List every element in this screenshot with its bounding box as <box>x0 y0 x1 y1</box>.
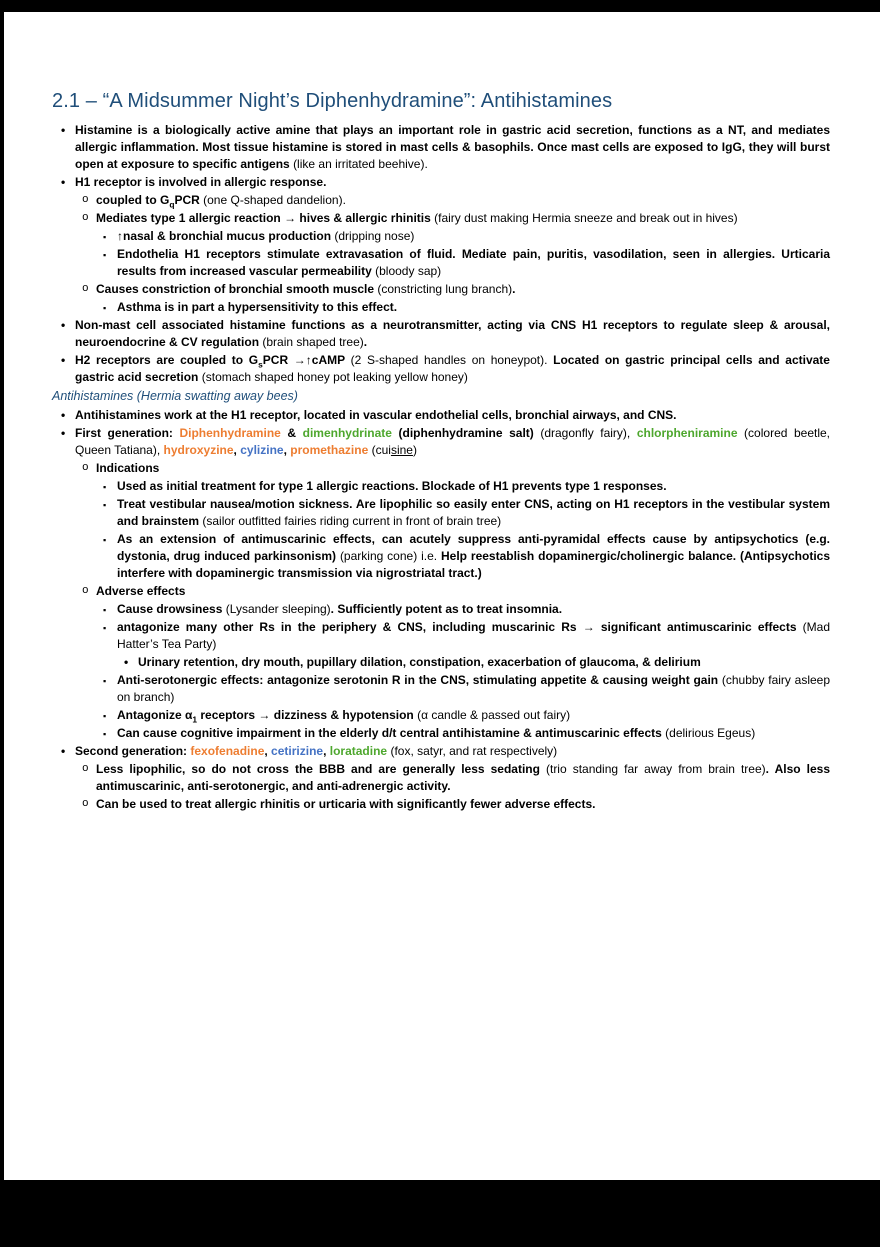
text-segment: q <box>169 199 175 210</box>
text-segment: (2 S-shaped handles on honeypot). <box>350 353 554 367</box>
bullet-marker-icon: ▪ <box>103 535 107 545</box>
text-segment: sine <box>390 443 413 457</box>
list-item-level-1 <box>52 192 830 209</box>
bullet-marker-icon: • <box>61 408 66 422</box>
text-segment: Second generation: <box>75 744 191 758</box>
bullet-marker-icon: • <box>61 318 66 332</box>
text-segment: (cui <box>368 443 391 457</box>
text-segment: hydroxyzine <box>163 443 234 457</box>
bullet-marker-icon: • <box>61 123 66 137</box>
text-segment: loratadine <box>329 744 388 758</box>
text-segment: (brain shaped tree) <box>262 335 364 349</box>
document-body <box>52 90 830 814</box>
list-item-level-1 <box>52 281 830 298</box>
list-item-level-1 <box>52 460 830 477</box>
text-segment: (fox, satyr, and rat respectively) <box>387 744 558 758</box>
bullet-marker-icon: ▪ <box>103 500 107 510</box>
text-segment: coupled to G <box>96 193 170 207</box>
bullet-marker-icon: ▪ <box>103 711 107 721</box>
text-segment: (bloody sap) <box>375 264 442 278</box>
text-segment: . Also less antimuscarinic, anti-serotonergic, and anti-adrenergic activity. <box>96 762 830 793</box>
text-segment: Help reestablish dopaminergic/cholinergic balance. (Antipsychotics interfere with dopaminergic transmission via nigrostriatal tract.) <box>117 549 830 580</box>
list-item-level-0 <box>52 425 830 459</box>
text-segment: (dripping nose) <box>334 229 415 243</box>
list-item-level-1 <box>52 796 830 813</box>
text-segment: , <box>233 443 241 457</box>
list-item-level-2 <box>52 672 830 706</box>
text-segment: (one Q-shaped dandelion). <box>203 193 346 207</box>
text-segment: Diphenhydramine <box>179 426 281 440</box>
text-segment: (fairy dust making Hermia sneeze and break out in hives) <box>434 211 738 225</box>
bullet-marker-icon: ▪ <box>103 605 107 615</box>
text-segment: antagonize many other Rs in the periphery & CNS, including muscarinic Rs → significant antimuscarinic effects <box>117 620 803 634</box>
scan-edge-top <box>0 0 880 12</box>
bullet-marker-icon: • <box>61 353 66 367</box>
text-segment: Less lipophilic, so do not cross the BBB and are generally less sedating <box>96 762 546 776</box>
text-segment: (α candle & passed out fairy) <box>417 708 571 722</box>
list-item-level-1 <box>52 210 830 227</box>
list-item-level-0 <box>52 407 830 424</box>
list-item-level-0 <box>52 122 830 173</box>
text-segment: fexofenadine <box>190 744 265 758</box>
list-item-level-2 <box>52 478 830 495</box>
text-segment: Antagonize α <box>117 708 193 722</box>
text-segment: PCR →↑cAMP <box>262 353 351 367</box>
text-segment: Mediates type 1 allergic reaction → hives & allergic rhinitis <box>96 211 435 225</box>
list-item-level-1 <box>52 583 830 600</box>
bullet-marker-icon: o <box>82 194 89 206</box>
bullet-marker-icon: o <box>82 798 89 810</box>
text-segment: promethazine <box>290 443 369 457</box>
bullet-marker-icon: ▪ <box>103 729 107 739</box>
text-segment: s <box>258 359 263 370</box>
bullet-marker-icon: o <box>82 585 89 597</box>
page-title: 2.1 – “A Midsummer Night’s Diphenhydramine”: Antihistamines <box>52 90 613 112</box>
text-segment: Can be used to treat allergic rhinitis or urticaria with significantly fewer adverse effects. <box>96 797 596 811</box>
list-item-level-1 <box>52 761 830 795</box>
text-segment: (delirious Egeus) <box>665 726 756 740</box>
bullet-marker-icon: • <box>61 744 66 758</box>
text-segment: (dragonfly fairy), <box>540 426 637 440</box>
text-segment: (diphenhydramine salt) <box>391 426 541 440</box>
text-segment: Antihistamines (Hermia swatting away bees) <box>52 389 298 403</box>
bullet-marker-icon: o <box>82 283 89 295</box>
text-segment: (colored beetle, Queen Tatiana), <box>75 426 830 457</box>
text-segment: cetirizine <box>271 744 324 758</box>
text-segment: dimenhydrinate <box>302 426 392 440</box>
list-item-level-2 <box>52 228 830 245</box>
scan-edge-bottom <box>0 1180 880 1247</box>
text-segment: As an extension of antimuscarinic effects, can acutely suppress anti-pyramidal effects cause by antipsychotics (e.g. dystonia, drug induced parkinsonism) <box>117 532 830 563</box>
text-segment: chlorpheniramine <box>636 426 738 440</box>
text-segment: receptors → dizziness & hypotension <box>197 708 418 722</box>
text-segment: , <box>264 744 272 758</box>
text-segment: Located on gastric principal cells and activate gastric acid secretion <box>75 353 830 384</box>
text-segment: . <box>363 335 368 349</box>
list-item-level-2 <box>52 725 830 742</box>
text-segment: (stomach shaped honey pot leaking yellow honey) <box>201 370 468 384</box>
bullet-marker-icon: o <box>82 763 89 775</box>
text-segment: (Lysander sleeping) <box>225 602 331 616</box>
text-segment: (chubby fairy asleep on branch) <box>117 673 831 704</box>
bullet-marker-icon: o <box>82 212 89 224</box>
text-segment: . <box>512 282 516 296</box>
list-item-level-2 <box>52 619 830 653</box>
section-subtitle <box>52 388 830 405</box>
text-segment: 1 <box>192 714 198 725</box>
text-segment: Histamine is a biologically active amine that plays an important role in gastric acid secretion, functions as a NT, and mediates allergic inflammation. Most tissue histamine is stored in mast cells & basophils. Once mast cells are exposed to IgG, they will burst open at exposure to specific antigens <box>75 123 830 171</box>
text-segment: Anti-serotonergic effects: antagonize serotonin R in the CNS, stimulating appetite & causing weight gain <box>117 673 722 687</box>
text-segment: , <box>323 744 330 758</box>
text-segment: ↑nasal & bronchial mucus production <box>117 229 335 243</box>
list-item-level-0 <box>52 352 830 386</box>
bullet-marker-icon: ▪ <box>103 482 107 492</box>
text-segment: (trio standing far away from brain tree) <box>545 762 766 776</box>
text-segment: Adverse effects <box>96 584 186 598</box>
bullet-marker-icon: • <box>61 175 66 189</box>
content-blocks <box>52 122 830 813</box>
bullet-marker-icon: ▪ <box>103 250 107 260</box>
text-segment: . Sufficiently potent as to treat insomnia. <box>330 602 563 616</box>
text-segment: (constricting lung branch) <box>377 282 513 296</box>
text-segment: Indications <box>96 461 160 475</box>
bullet-marker-icon: ▪ <box>103 303 107 313</box>
text-segment: First generation: <box>75 426 180 440</box>
text-segment: (sailor outfitted fairies riding current in front of brain tree) <box>202 514 502 528</box>
bullet-marker-icon: o <box>82 462 89 474</box>
list-item-level-2 <box>52 496 830 530</box>
text-segment: (parking cone) i.e. <box>339 549 441 563</box>
text-segment: (Mad Hatter’s Tea Party) <box>117 620 830 651</box>
text-segment: ) <box>412 443 417 457</box>
text-segment: Endothelia H1 receptors stimulate extravasation of fluid. Mediate pain, puritis, vasodilation, seen in allergies. Urticaria results from increased vascular permeability <box>117 247 830 278</box>
list-item-level-2 <box>52 531 830 582</box>
text-segment: PCR <box>174 193 204 207</box>
text-segment: H1 receptor is involved in allergic response. <box>75 175 327 189</box>
text-segment: Can cause cognitive impairment in the elderly d/t central antihistamine & antimuscarinic effects <box>117 726 666 740</box>
text-segment: Causes constriction of bronchial smooth muscle <box>96 282 378 296</box>
list-item-level-2 <box>52 246 830 280</box>
bullet-marker-icon: ▪ <box>103 623 107 633</box>
list-item-level-2 <box>52 601 830 618</box>
text-segment: Cause drowsiness <box>117 602 226 616</box>
bullet-marker-icon: • <box>61 426 66 440</box>
list-item-level-0 <box>52 317 830 351</box>
list-item-level-2 <box>52 299 830 316</box>
text-segment: Used as initial treatment for type 1 allergic reactions. Blockade of H1 prevents type 1 responses. <box>117 479 667 493</box>
list-item-level-0 <box>52 174 830 191</box>
list-item-level-3 <box>52 654 830 671</box>
text-segment: Antihistamines work at the H1 receptor, located in vascular endothelial cells, bronchial airways, and CNS. <box>75 408 677 422</box>
list-item-level-0 <box>52 743 830 760</box>
text-segment: H2 receptors are coupled to G <box>75 353 259 367</box>
text-segment: Treat vestibular nausea/motion sickness. Are lipophilic so easily enter CNS, acting on H1 receptors in the vestibular system and brainstem <box>117 497 830 528</box>
text-segment: & <box>280 426 303 440</box>
text-segment: , <box>283 443 291 457</box>
scan-edge-left <box>0 0 4 1247</box>
bullet-marker-icon: ▪ <box>103 676 107 686</box>
text-segment: Urinary retention, dry mouth, pupillary dilation, constipation, exacerbation of glaucoma, & delirium <box>138 655 701 669</box>
list-item-level-2 <box>52 707 830 724</box>
bullet-marker-icon: • <box>124 655 129 669</box>
bullet-marker-icon: ▪ <box>103 232 107 242</box>
text-segment: cylizine <box>240 443 284 457</box>
text-segment: Non-mast cell associated histamine functions as a neurotransmitter, acting via CNS H1 receptors to regulate sleep & arousal, neuroendocrine & CV regulation <box>75 318 830 349</box>
text-segment: Asthma is in part a hypersensitivity to this effect. <box>117 300 398 314</box>
text-segment: (like an irritated beehive). <box>293 157 428 171</box>
